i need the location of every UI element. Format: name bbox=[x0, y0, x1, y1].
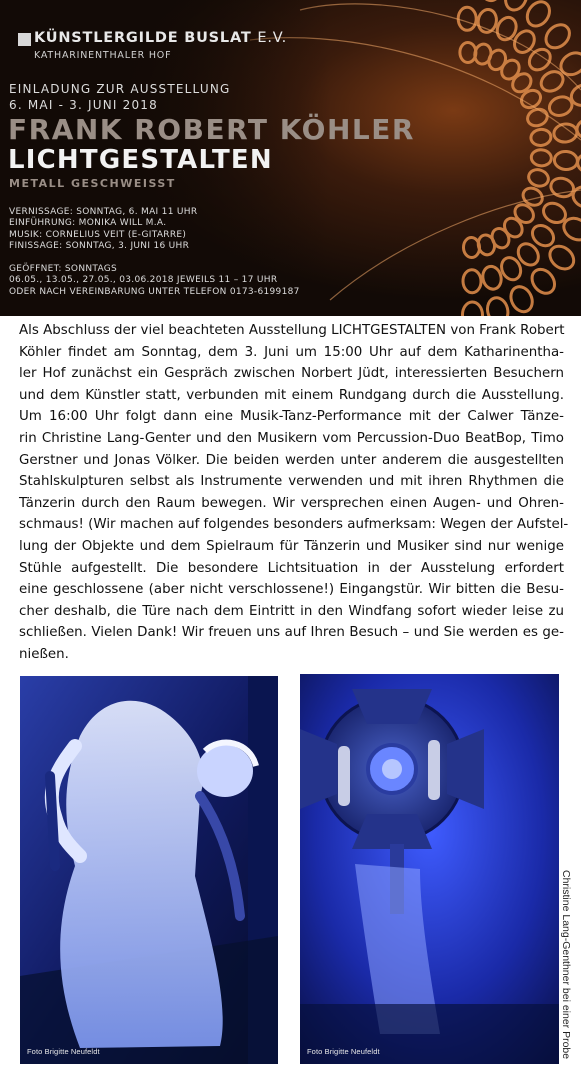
opening-hours bbox=[9, 264, 300, 298]
event-details bbox=[9, 207, 197, 252]
article-line: schließen. Vielen Dank! Wir freuen uns auf Ihren Besuch – und Sie werden es ge- bbox=[19, 625, 564, 641]
article-line: Als Abschluss der viel beachteten Ausstellung LICHTGESTALTEN von Frank Robert bbox=[19, 323, 565, 338]
detail-line: FINISSAGE: SONNTAG, 3. JUNI 16 UHR bbox=[9, 240, 190, 251]
article-line: ler Hof zunächst ein Gespräch zwischen Norbert Jüdt, interessierten Besuchern bbox=[19, 366, 564, 382]
detail-line: MUSIK: CORNELIUS VEIT (E-GITARRE) bbox=[9, 229, 187, 240]
venue-name: KATHARINENTHALER HOF bbox=[34, 50, 172, 61]
article-line: Köhler findet am Sonntag, dem 3. Juni um 15:00 Uhr auf dem Katharinentha- bbox=[19, 344, 564, 360]
article-line: Stahlskulpturen selbst als Instrumente verwenden und mit ihren Rhythmen die bbox=[19, 474, 564, 490]
article-line: Stühle aufgestellt. Die besondere Lichtsituation in der Ausstelung erfordert bbox=[19, 560, 564, 576]
article-line: lung der Objekte und dem Spielraum für Tänzerin und Musiker sind nur wenige bbox=[19, 538, 564, 554]
org-name: KÜNSTLERGILDE BUSLAT E.V. bbox=[34, 30, 288, 46]
article-line: rin Christine Lang-Genter und den Musikern vom Percussion-Duo BeatBop, Timo bbox=[19, 430, 564, 446]
article-text bbox=[19, 320, 569, 666]
detail-line: EINFÜHRUNG: MONIKA WILL M.A. bbox=[9, 218, 167, 229]
article-line: Gerstner und Jonas Völker. Die beiden werden unter anderem die ausgestellten bbox=[19, 452, 564, 468]
sculpture-performance-photo bbox=[300, 674, 559, 1064]
article-line: Um 16:00 Uhr folgt dann eine Musik-Tanz-Performance mit der Calwer Tänze- bbox=[19, 409, 564, 425]
article-line: nießen. bbox=[19, 646, 69, 662]
side-caption-text: Christine Lang-Genthner bei einer Probe bbox=[560, 870, 572, 1060]
exhibition-dates: 6. MAI - 3. JUNI 2018 bbox=[9, 98, 158, 112]
opening-line: GEÖFFNET: SONNTAGS bbox=[9, 264, 118, 274]
article-line: cher deshalb, die Türe nach dem Eintritt in den Windfang sofort wieder leise zu bbox=[19, 603, 564, 619]
invitation-block bbox=[9, 81, 231, 113]
opening-line: ODER NACH VEREINBARUNG UNTER TELEFON 0173-6199187 bbox=[9, 286, 300, 297]
opening-line: 06.05., 13.05., 27.05., 03.06.2018 JEWEILS 11 – 17 UHR bbox=[9, 275, 278, 286]
article-line: eine geschlossene (aber nicht verschlossene!) Eingangstür. Wir bitten die Besu- bbox=[19, 582, 564, 598]
sculpture-illustration bbox=[300, 674, 559, 1064]
photo-side-caption bbox=[558, 870, 574, 1070]
logo-square bbox=[18, 33, 31, 46]
dancer-illustration bbox=[20, 676, 278, 1064]
photo-credit: Foto Brigitte Neufeldt bbox=[307, 1047, 380, 1056]
artist-name: FRANK ROBERT KÖHLER bbox=[8, 113, 415, 146]
dancer-photo-left bbox=[20, 676, 278, 1064]
photo-credit: Foto Brigitte Neufeldt bbox=[27, 1047, 100, 1056]
exhibition-title: LICHTGESTALTEN bbox=[8, 145, 273, 175]
detail-line: VERNISSAGE: SONNTAG, 6. MAI 11 UHR bbox=[9, 207, 198, 217]
exhibition-medium: METALL GESCHWEISST bbox=[9, 177, 176, 190]
invitation-label: EINLADUNG ZUR AUSSTELLUNG bbox=[9, 82, 231, 96]
exhibition-banner bbox=[0, 0, 581, 316]
article-line: schmaus! (Wir machen auf folgendes besonders aufmerksam: Wegen der Aufstel- bbox=[19, 517, 569, 533]
article-line: Tänzerin durch den Raum bewegen. Wir versprechen einen Augen- und Ohren- bbox=[19, 495, 564, 511]
article-line: und dem Künstler statt, verbunden mit einem Rundgang durch die Ausstellung. bbox=[19, 387, 564, 403]
